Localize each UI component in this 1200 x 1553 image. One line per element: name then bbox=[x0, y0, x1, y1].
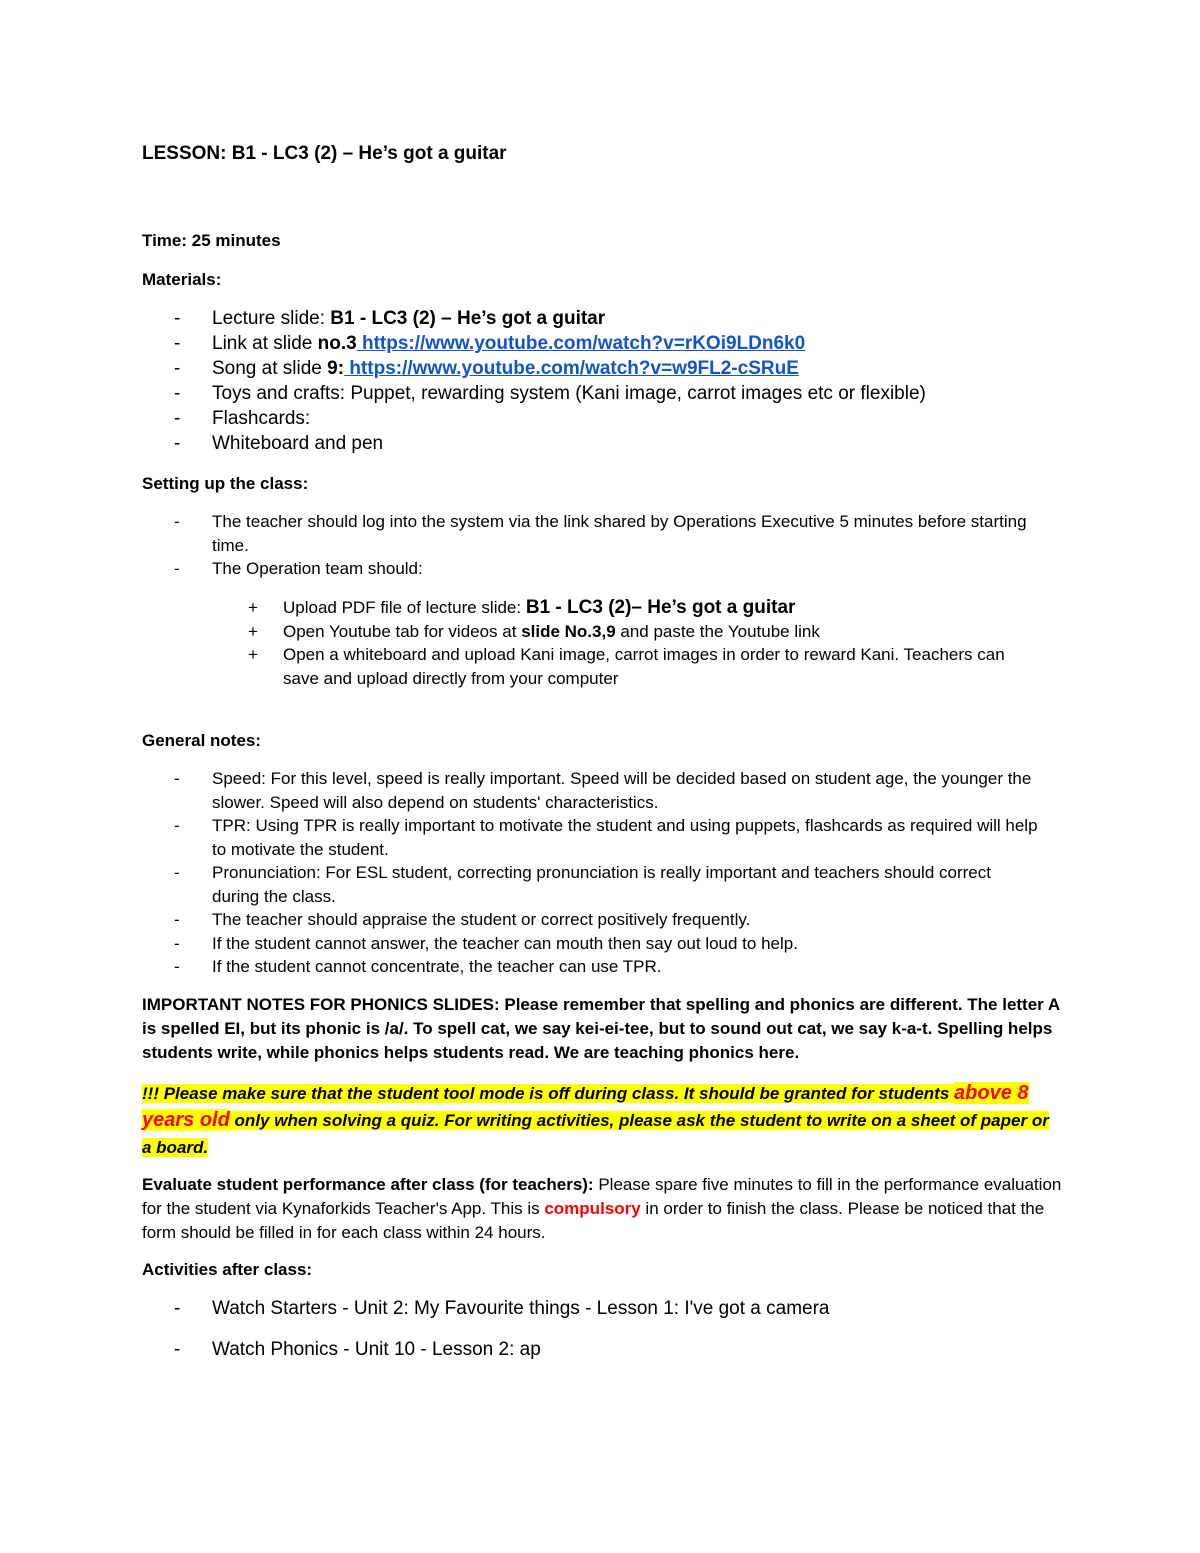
list-item bbox=[142, 406, 926, 431]
activities-list bbox=[142, 1296, 830, 1362]
item-text: If the student cannot answer, the teacher can mouth then say out loud to help. bbox=[212, 933, 798, 953]
lesson-title bbox=[142, 143, 507, 165]
list-item bbox=[142, 861, 1042, 908]
item-text: If the student cannot concentrate, the teacher can use TPR. bbox=[212, 957, 662, 976]
list-item bbox=[142, 620, 1037, 644]
compulsory-text: compulsory bbox=[544, 1199, 641, 1218]
bullet-dash: - bbox=[174, 769, 180, 788]
general-notes-heading: General notes: bbox=[142, 731, 262, 750]
item-text: Pronunciation: For ESL student, correcting pronunciation is really important and teachers should correct during the class. bbox=[212, 863, 991, 906]
list-item bbox=[142, 767, 1042, 814]
bullet-dash: - bbox=[174, 1339, 181, 1360]
list-item bbox=[142, 932, 1042, 956]
item-text: Open Youtube tab for videos at bbox=[283, 621, 522, 641]
title-text: B1 - LC3 (2) – He’s got a guitar bbox=[226, 143, 507, 164]
item-text: Watch Phonics - Unit 10 - Lesson 2: ap bbox=[212, 1339, 541, 1360]
note-text: only when solving a quiz. For writing activities, please ask the student to write on a sheet of paper or a board. bbox=[142, 1111, 1049, 1157]
bullet-dash: - bbox=[174, 933, 180, 953]
item-text: and paste the Youtube link bbox=[615, 621, 820, 641]
item-text: The Operation team should: bbox=[212, 559, 423, 578]
item-bold: B1 - LC3 (2)– He’s got a guitar bbox=[525, 597, 796, 618]
activities-heading: Activities after class: bbox=[142, 1260, 313, 1279]
bullet-dash: - bbox=[174, 910, 180, 929]
list-item bbox=[142, 908, 1042, 932]
bullet-plus: + bbox=[248, 645, 258, 664]
list-item bbox=[142, 1337, 830, 1362]
list-item bbox=[142, 1296, 830, 1321]
list-item bbox=[142, 356, 926, 381]
item-text: The teacher should log into the system via the link shared by Operations Executive 5 minutes before starting time. bbox=[212, 512, 1027, 555]
note-emphasis: above 8 years old bbox=[142, 1082, 1029, 1131]
bullet-dash: - bbox=[174, 1298, 181, 1319]
item-text: Flashcards: bbox=[212, 408, 311, 429]
list-item bbox=[142, 331, 926, 356]
note-text: !!! Please make sure that the student tool mode is off during class. It should be granted for students bbox=[142, 1084, 955, 1103]
setup-list bbox=[142, 510, 1062, 581]
item-text: Link at slide bbox=[212, 333, 318, 354]
bullet-dash: - bbox=[174, 559, 180, 578]
item-text: Upload PDF file of lecture slide: bbox=[283, 598, 526, 617]
bullet-dash: - bbox=[174, 333, 181, 354]
materials-list bbox=[142, 306, 926, 456]
bullet-plus: + bbox=[248, 598, 258, 617]
bullet-dash: - bbox=[174, 433, 181, 454]
list-item bbox=[142, 643, 1037, 690]
item-text: Whiteboard and pen bbox=[212, 433, 384, 454]
time-line: Time: 25 minutes bbox=[142, 231, 281, 250]
item-bold: no.3 bbox=[317, 333, 357, 354]
item-bold: 9: bbox=[327, 358, 345, 379]
item-text: Song at slide bbox=[212, 358, 328, 379]
list-item bbox=[142, 596, 1037, 620]
list-item bbox=[142, 381, 926, 406]
item-text: Lecture slide: bbox=[212, 308, 331, 329]
evaluate-paragraph bbox=[142, 1173, 1062, 1245]
bullet-dash: - bbox=[174, 308, 181, 329]
item-text: The teacher should appraise the student or correct positively frequently. bbox=[212, 910, 751, 929]
evaluate-text: Please spare five minutes to fill in the performance evaluation for the student via Kynaforkids Teacher's App. This is bbox=[142, 1175, 1062, 1218]
youtube-link-slide-3[interactable]: https://www.youtube.com/watch?v=rKOi9LDn6k0 bbox=[356, 333, 806, 354]
list-item bbox=[142, 431, 926, 456]
bullet-dash: - bbox=[174, 816, 180, 835]
evaluate-heading: Evaluate student performance after class (for teachers): bbox=[142, 1175, 599, 1194]
item-text: Open a whiteboard and upload Kani image, carrot images in order to reward Kani. Teachers can save and upload directly from your computer bbox=[283, 645, 1005, 688]
evaluate-text: in order to finish the class. Please be noticed that the form should be filled in for each class within 24 hours. bbox=[142, 1199, 1045, 1242]
phonics-note: IMPORTANT NOTES FOR PHONICS SLIDES: Please remember that spelling and phonics are different. The letter A is spelled EI, but its phonic is /a/. To spell cat, we say kei-ei-tee, but to sound out cat, we say k-a-t. Spelling helps students write, while phonics helps students read. We are teaching phonics here. bbox=[142, 995, 1060, 1062]
item-text: Toys and crafts: Puppet, rewarding system (Kani image, carrot images etc or flexible) bbox=[212, 383, 926, 404]
bullet-dash: - bbox=[174, 358, 181, 379]
item-text: Watch Starters - Unit 2: My Favourite things - Lesson 1: I've got a camera bbox=[212, 1298, 830, 1319]
tool-mode-note bbox=[142, 1080, 1062, 1161]
general-notes-list bbox=[142, 767, 1042, 979]
item-bold: B1 - LC3 (2) – He’s got a guitar bbox=[330, 308, 606, 329]
item-bold: slide No.3,9 bbox=[521, 621, 616, 641]
item-text: Speed: For this level, speed is really important. Speed will be decided based on student age, the younger the slower. Speed will also depend on students' characteristics. bbox=[212, 769, 1032, 812]
list-item bbox=[142, 510, 1062, 557]
bullet-dash: - bbox=[174, 383, 181, 404]
title-label: LESSON: bbox=[142, 143, 227, 164]
setup-heading: Setting up the class: bbox=[142, 474, 309, 493]
bullet-plus: + bbox=[248, 621, 258, 641]
list-item bbox=[142, 955, 1042, 979]
youtube-link-slide-9[interactable]: https://www.youtube.com/watch?v=w9FL2-cSRuE bbox=[344, 358, 799, 379]
bullet-dash: - bbox=[174, 408, 181, 429]
bullet-dash: - bbox=[174, 957, 180, 976]
materials-heading: Materials: bbox=[142, 270, 222, 289]
bullet-dash: - bbox=[174, 512, 180, 531]
list-item bbox=[142, 557, 1062, 581]
list-item bbox=[142, 814, 1042, 861]
operation-sublist bbox=[142, 596, 1037, 690]
item-text: TPR: Using TPR is really important to motivate the student and using puppets, flashcards as required will help to motivate the student. bbox=[212, 816, 1038, 859]
list-item bbox=[142, 306, 926, 331]
bullet-dash: - bbox=[174, 863, 180, 882]
